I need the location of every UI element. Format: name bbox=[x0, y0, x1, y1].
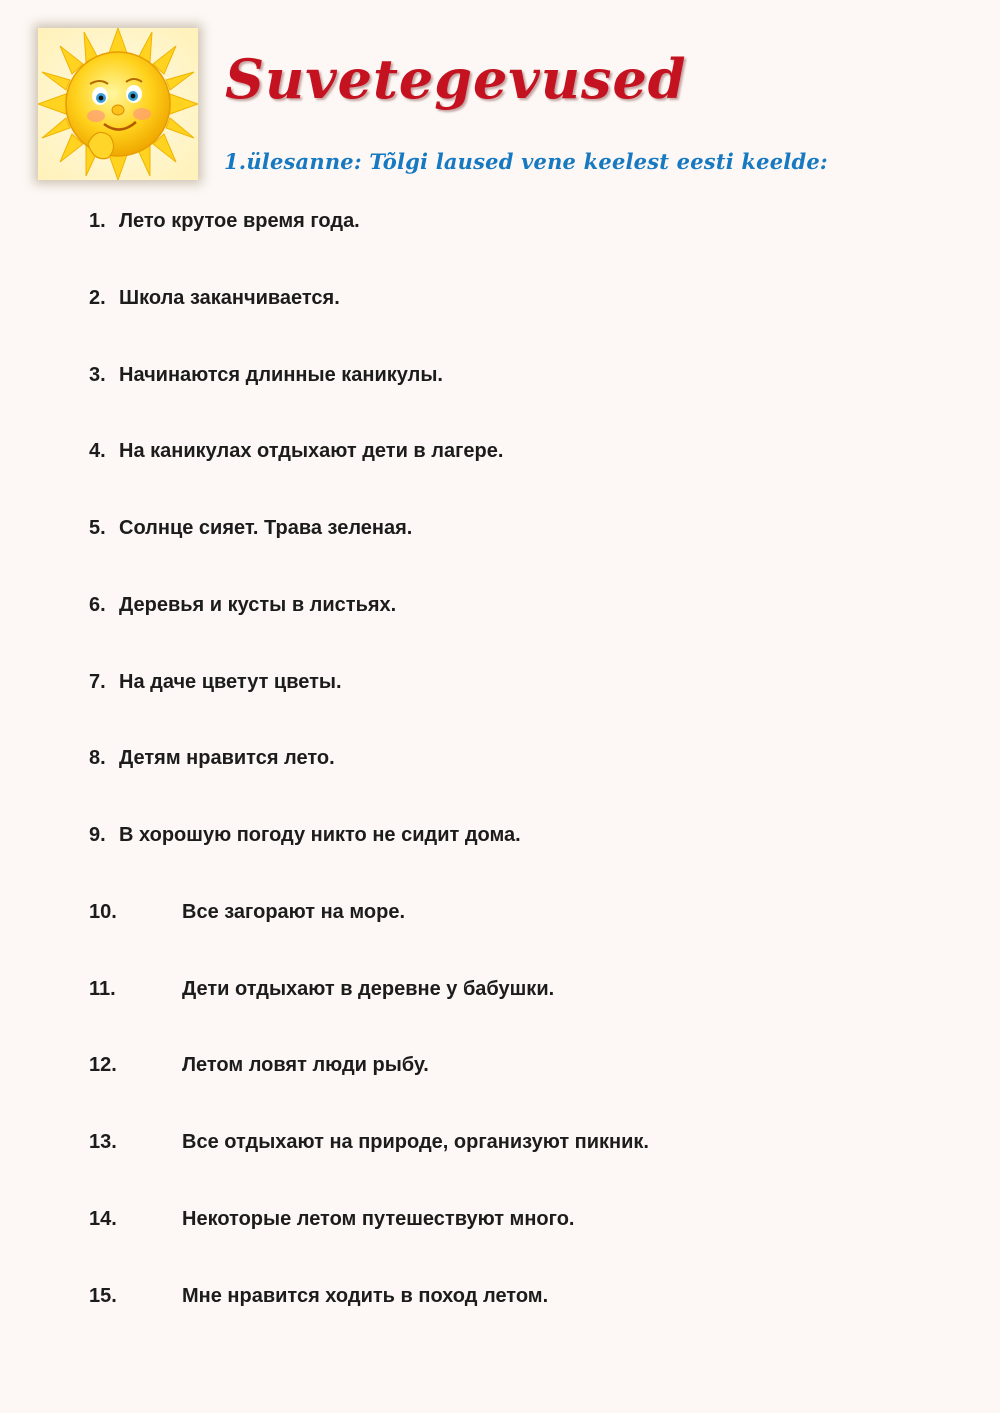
item-number: 14. bbox=[89, 1208, 117, 1230]
list-item bbox=[89, 902, 405, 922]
item-number: 2. bbox=[89, 287, 106, 309]
page-title: Suvetegevused bbox=[225, 47, 687, 111]
item-number: 9. bbox=[89, 824, 106, 846]
item-text: Школа заканчивается. bbox=[119, 287, 340, 309]
item-text: Некоторые летом путешествуют много. bbox=[182, 1208, 575, 1230]
item-number: 12. bbox=[89, 1054, 117, 1076]
smiling-sun-icon bbox=[38, 28, 198, 180]
list-item bbox=[89, 441, 503, 461]
item-number: 8. bbox=[89, 747, 106, 769]
item-text: Летом ловят люди рыбу. bbox=[182, 1054, 429, 1076]
item-number: 10. bbox=[89, 901, 117, 923]
item-text: Начинаются длинные каникулы. bbox=[119, 364, 443, 386]
item-text: Деревья и кусты в листьях. bbox=[119, 594, 397, 616]
item-number: 7. bbox=[89, 671, 106, 693]
list-item bbox=[89, 1055, 429, 1075]
item-text: Дети отдыхают в деревне у бабушки. bbox=[182, 978, 555, 1000]
list-item bbox=[89, 518, 412, 538]
item-number: 6. bbox=[89, 594, 106, 616]
item-text: Детям нравится лето. bbox=[119, 747, 335, 769]
item-text: Все отдыхают на природе, организуют пикник. bbox=[182, 1131, 649, 1153]
list-item bbox=[89, 211, 360, 231]
item-text: Солнце сияет. Трава зеленая. bbox=[119, 517, 413, 539]
list-item bbox=[89, 979, 554, 999]
list-item bbox=[89, 1132, 649, 1152]
sun-illustration bbox=[38, 28, 198, 180]
item-text: На даче цветут цветы. bbox=[119, 671, 342, 693]
list-item bbox=[89, 365, 443, 385]
item-text: Мне нравится ходить в поход летом. bbox=[182, 1285, 549, 1307]
item-number: 4. bbox=[89, 440, 106, 462]
item-number: 15. bbox=[89, 1285, 117, 1307]
item-text: Лето крутое время года. bbox=[119, 210, 360, 232]
list-item bbox=[89, 1209, 575, 1229]
task-instruction: 1.ülesanne: Tõlgi laused vene keelest eesti keelde: bbox=[224, 149, 828, 174]
item-text: В хорошую погоду никто не сидит дома. bbox=[119, 824, 521, 846]
list-item bbox=[89, 595, 396, 615]
item-text: Все загорают на море. bbox=[182, 901, 406, 923]
list-item bbox=[89, 1286, 548, 1306]
item-number: 11. bbox=[89, 978, 116, 1000]
item-text: На каникулах отдыхают дети в лагере. bbox=[119, 440, 504, 462]
list-item bbox=[89, 748, 335, 768]
list-item bbox=[89, 825, 521, 845]
list-item bbox=[89, 672, 342, 692]
item-number: 5. bbox=[89, 517, 106, 539]
item-number: 3. bbox=[89, 364, 106, 386]
item-number: 1. bbox=[89, 210, 106, 232]
list-item bbox=[89, 288, 340, 308]
item-number: 13. bbox=[89, 1131, 117, 1153]
